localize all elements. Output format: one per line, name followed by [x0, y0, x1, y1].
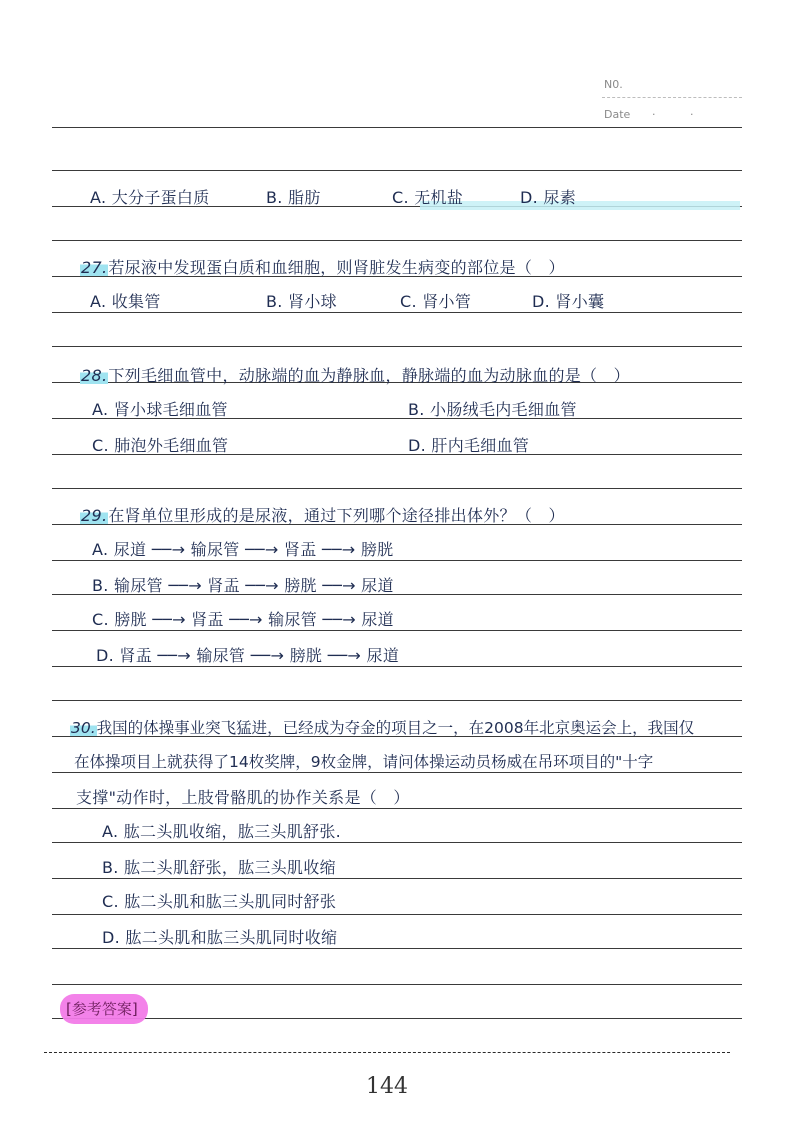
answer-tag-label: [参考答案] — [66, 1000, 138, 1018]
question-30-stem-line-3: 支撑"动作时，上肢骨骼肌的协作关系是（ ） — [76, 788, 410, 807]
question-30-option-b: B. 肱二头肌舒张，肱三头肌收缩 — [102, 858, 336, 877]
question-28-option-b: B. 小肠绒毛内毛细血管 — [408, 400, 577, 419]
question-29-option-a: A. 尿道 ──→ 输尿管 ──→ 肾盂 ──→ 膀胱 — [92, 540, 394, 559]
question-27-option-b: B. 肾小球 — [266, 292, 337, 311]
question-30-number: 30. — [71, 719, 96, 737]
rule-line — [52, 878, 742, 879]
prev-option-b: B. 脂肪 — [266, 188, 321, 207]
question-29-option-c: C. 膀胱 ──→ 肾盂 ──→ 输尿管 ──→ 尿道 — [92, 610, 394, 629]
question-30-stem-line-1 — [70, 718, 694, 738]
question-28-text: 下列毛细血管中，动脉端的血为静脉血，静脉端的血为动脉血的是（ ） — [108, 366, 630, 385]
rule-line — [52, 312, 742, 313]
no-line — [602, 97, 742, 98]
rule-line — [52, 914, 742, 915]
question-27-stem — [80, 258, 565, 278]
rule-line — [52, 170, 742, 171]
question-29-option-d: D. 肾盂 ──→ 输尿管 ──→ 膀胱 ──→ 尿道 — [96, 646, 400, 665]
prev-option-c: C. 无机盐 — [392, 188, 464, 207]
question-30-option-c: C. 肱二头肌和肱三头肌同时舒张 — [102, 892, 337, 911]
no-label: N0. — [604, 78, 623, 91]
rule-line — [52, 700, 742, 701]
question-28-stem — [80, 366, 630, 386]
question-28-option-c: C. 肺泡外毛细血管 — [92, 436, 229, 455]
rule-line — [52, 948, 742, 949]
rule-line — [52, 842, 742, 843]
question-30-stem-line-2: 在体操项目上就获得了14枚奖牌，9枚金牌，请问体操运动员杨威在吊环项目的"十字 — [74, 753, 654, 771]
rule-line — [52, 346, 742, 347]
rule-line — [52, 984, 742, 985]
prev-option-a: A. 大分子蛋白质 — [90, 188, 210, 207]
rule-line — [52, 560, 742, 561]
page-number: 144 — [366, 1074, 408, 1099]
question-30-text-line-1: 我国的体操事业突飞猛进，已经成为夺金的项目之一，在2008年北京奥运会上，我国仅 — [96, 719, 695, 737]
date-dot-1: · — [652, 108, 656, 121]
rule-line — [52, 808, 742, 809]
question-27-number: 27. — [81, 258, 108, 277]
date-label: Date — [604, 108, 631, 121]
question-27-option-a: A. 收集管 — [90, 292, 161, 311]
question-27-option-c: C. 肾小管 — [400, 292, 472, 311]
date-dot-2: · — [690, 108, 694, 121]
question-30-option-a: A. 肱二头肌收缩，肱三头肌舒张. — [102, 822, 342, 841]
question-29-option-b: B. 输尿管 ──→ 肾盂 ──→ 膀胱 ──→ 尿道 — [92, 576, 394, 595]
question-28-option-d: D. 肝内毛细血管 — [408, 436, 530, 455]
rule-line — [52, 127, 742, 128]
rule-line-bottom — [44, 1052, 730, 1053]
question-30-option-d: D. 肱二头肌和肱三头肌同时收缩 — [102, 928, 338, 947]
question-29-number: 29. — [81, 506, 108, 525]
question-29-stem — [80, 506, 565, 526]
question-27-option-d: D. 肾小囊 — [532, 292, 605, 311]
rule-line — [52, 488, 742, 489]
rule-line — [52, 240, 742, 241]
rule-line — [52, 666, 742, 667]
prev-option-d: D. 尿素 — [520, 188, 576, 207]
highlight-stroke — [420, 201, 740, 210]
rule-line — [52, 630, 742, 631]
rule-line — [52, 1018, 742, 1019]
rule-line — [52, 772, 742, 773]
question-29-text: 在肾单位里形成的是尿液，通过下列哪个途径排出体外？（ ） — [108, 506, 565, 525]
question-28-option-a: A. 肾小球毛细血管 — [92, 400, 228, 419]
question-28-number: 28. — [81, 366, 108, 385]
question-27-text: 若尿液中发现蛋白质和血细胞，则肾脏发生病变的部位是（ ） — [108, 258, 565, 277]
